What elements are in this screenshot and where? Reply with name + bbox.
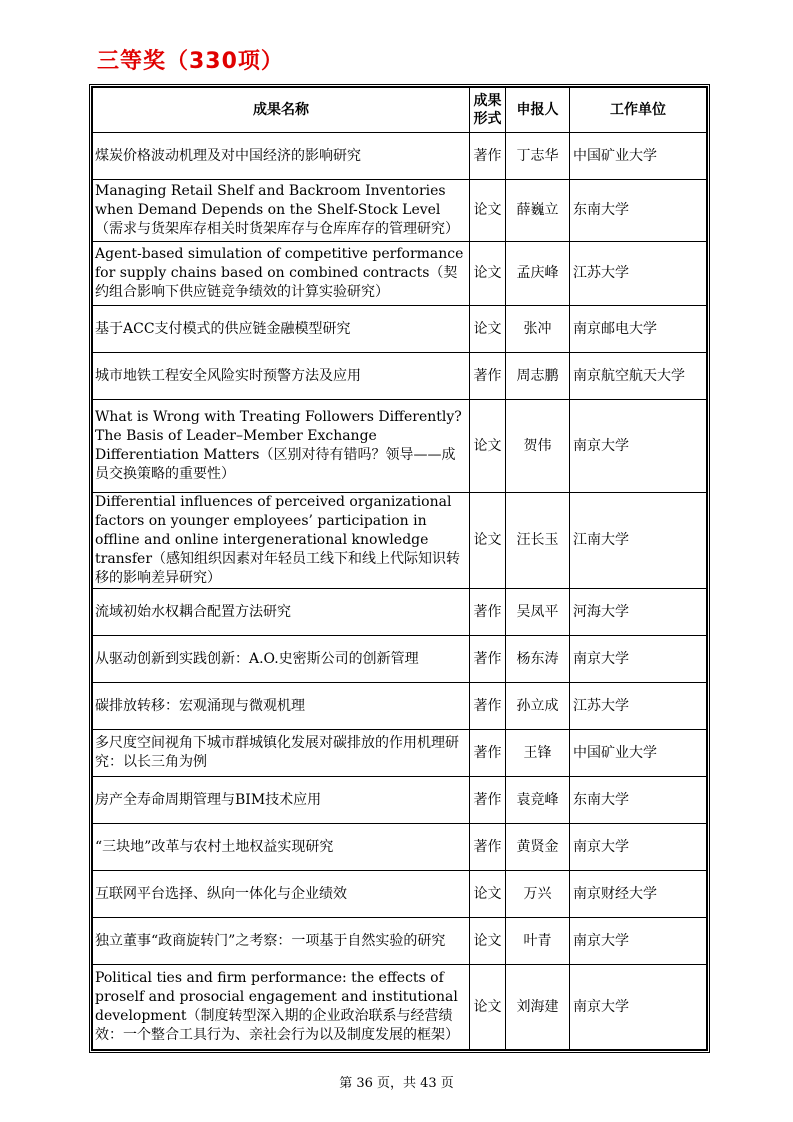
cell-form: 论文	[470, 965, 506, 1050]
cell-name: 煤炭价格波动机理及对中国经济的影响研究	[93, 133, 470, 180]
table-row	[93, 965, 707, 1050]
table-row	[93, 400, 707, 493]
table-row	[93, 824, 707, 871]
table-row	[93, 353, 707, 400]
table-row	[93, 730, 707, 777]
cell-name: 流域初始水权耦合配置方法研究	[93, 589, 470, 636]
cell-name: What is Wrong with Treating Followers Differently? The Basis of Leader–Member Exchange Differentiation Matters（区别对待有错吗？领导——成员交换策略的重要性）	[93, 400, 470, 493]
cell-form: 著作	[470, 824, 506, 871]
cell-form: 论文	[470, 180, 506, 242]
cell-form: 著作	[470, 636, 506, 683]
header-form	[470, 88, 506, 133]
cell-applicant: 王锋	[506, 730, 570, 777]
cell-applicant: 杨东涛	[506, 636, 570, 683]
cell-name: 城市地铁工程安全风险实时预警方法及应用	[93, 353, 470, 400]
table-row	[93, 180, 707, 242]
cell-unit: 东南大学	[570, 777, 707, 824]
cell-applicant: 吴凤平	[506, 589, 570, 636]
header-name: 成果名称	[93, 88, 470, 133]
table-row	[93, 493, 707, 589]
cell-unit: 南京大学	[570, 824, 707, 871]
cell-unit: 江苏大学	[570, 242, 707, 306]
table-header-row	[93, 88, 707, 133]
cell-applicant: 贺伟	[506, 400, 570, 493]
cell-name: “三块地”改革与农村土地权益实现研究	[93, 824, 470, 871]
page-footer: 第 36 页，共 43 页	[339, 1076, 454, 1091]
cell-unit: 中国矿业大学	[570, 730, 707, 777]
cell-unit: 南京邮电大学	[570, 306, 707, 353]
cell-name: 从驱动创新到实践创新：A.O.史密斯公司的创新管理	[93, 636, 470, 683]
table-row	[93, 306, 707, 353]
cell-name: 独立董事“政商旋转门”之考察：一项基于自然实验的研究	[93, 918, 470, 965]
cell-form: 论文	[470, 400, 506, 493]
awards-table	[89, 84, 710, 1053]
header-unit: 工作单位	[570, 88, 707, 133]
cell-form: 论文	[470, 493, 506, 589]
table-row	[93, 683, 707, 730]
cell-applicant: 叶青	[506, 918, 570, 965]
cell-unit: 中国矿业大学	[570, 133, 707, 180]
table-row	[93, 133, 707, 180]
cell-applicant: 孟庆峰	[506, 242, 570, 306]
header-form-line1: 成果	[473, 93, 502, 109]
cell-applicant: 黄贤金	[506, 824, 570, 871]
cell-form: 著作	[470, 683, 506, 730]
cell-unit: 南京大学	[570, 965, 707, 1050]
table-row	[93, 589, 707, 636]
cell-unit: 南京航空航天大学	[570, 353, 707, 400]
cell-applicant: 袁竞峰	[506, 777, 570, 824]
cell-name: Managing Retail Shelf and Backroom Inventories when Demand Depends on the Shelf-Stock Level（需求与货架库存相关时货架库存与仓库库存的管理研究）	[93, 180, 470, 242]
cell-form: 论文	[470, 306, 506, 353]
cell-form: 论文	[470, 918, 506, 965]
table-row	[93, 871, 707, 918]
cell-name: 碳排放转移：宏观涌现与微观机理	[93, 683, 470, 730]
cell-applicant: 丁志华	[506, 133, 570, 180]
section-heading: 三等奖（330项）	[97, 49, 284, 74]
cell-name: Political ties and firm performance: the effects of proself and prosocial engagement and institutional development（制度转型深入期的企业政治联系与经营绩效：一个整合工具行为、亲社会行为以及制度发展的框架）	[93, 965, 470, 1050]
cell-applicant: 薛巍立	[506, 180, 570, 242]
cell-applicant: 周志鹏	[506, 353, 570, 400]
cell-name: 基于ACC支付模式的供应链金融模型研究	[93, 306, 470, 353]
table-row	[93, 242, 707, 306]
cell-name: Agent-based simulation of competitive performance for supply chains based on combined contracts（契约组合影响下供应链竞争绩效的计算实验研究）	[93, 242, 470, 306]
cell-unit: 南京财经大学	[570, 871, 707, 918]
cell-name: 多尺度空间视角下城市群城镇化发展对碳排放的作用机理研究：以长三角为例	[93, 730, 470, 777]
cell-applicant: 孙立成	[506, 683, 570, 730]
table-row	[93, 636, 707, 683]
table-row	[93, 777, 707, 824]
cell-unit: 南京大学	[570, 636, 707, 683]
cell-applicant: 汪长玉	[506, 493, 570, 589]
cell-form: 论文	[470, 871, 506, 918]
table-row	[93, 918, 707, 965]
cell-applicant: 万兴	[506, 871, 570, 918]
cell-unit: 南京大学	[570, 400, 707, 493]
cell-form: 著作	[470, 133, 506, 180]
header-form-line2: 形式	[473, 111, 502, 127]
cell-name: Differential influences of perceived organizational factors on younger employees’ participation in offline and online intergenerational knowledge transfer（感知组织因素对年轻员工线下和线上代际知识转移的影响差异研究）	[93, 493, 470, 589]
cell-unit: 河海大学	[570, 589, 707, 636]
cell-unit: 南京大学	[570, 918, 707, 965]
cell-form: 著作	[470, 730, 506, 777]
cell-applicant: 张冲	[506, 306, 570, 353]
cell-unit: 东南大学	[570, 180, 707, 242]
header-applicant: 申报人	[506, 88, 570, 133]
cell-name: 互联网平台选择、纵向一体化与企业绩效	[93, 871, 470, 918]
cell-form: 著作	[470, 777, 506, 824]
cell-unit: 江南大学	[570, 493, 707, 589]
cell-form: 著作	[470, 589, 506, 636]
cell-unit: 江苏大学	[570, 683, 707, 730]
cell-name: 房产全寿命周期管理与BIM技术应用	[93, 777, 470, 824]
cell-applicant: 刘海建	[506, 965, 570, 1050]
cell-form: 论文	[470, 242, 506, 306]
cell-form: 著作	[470, 353, 506, 400]
